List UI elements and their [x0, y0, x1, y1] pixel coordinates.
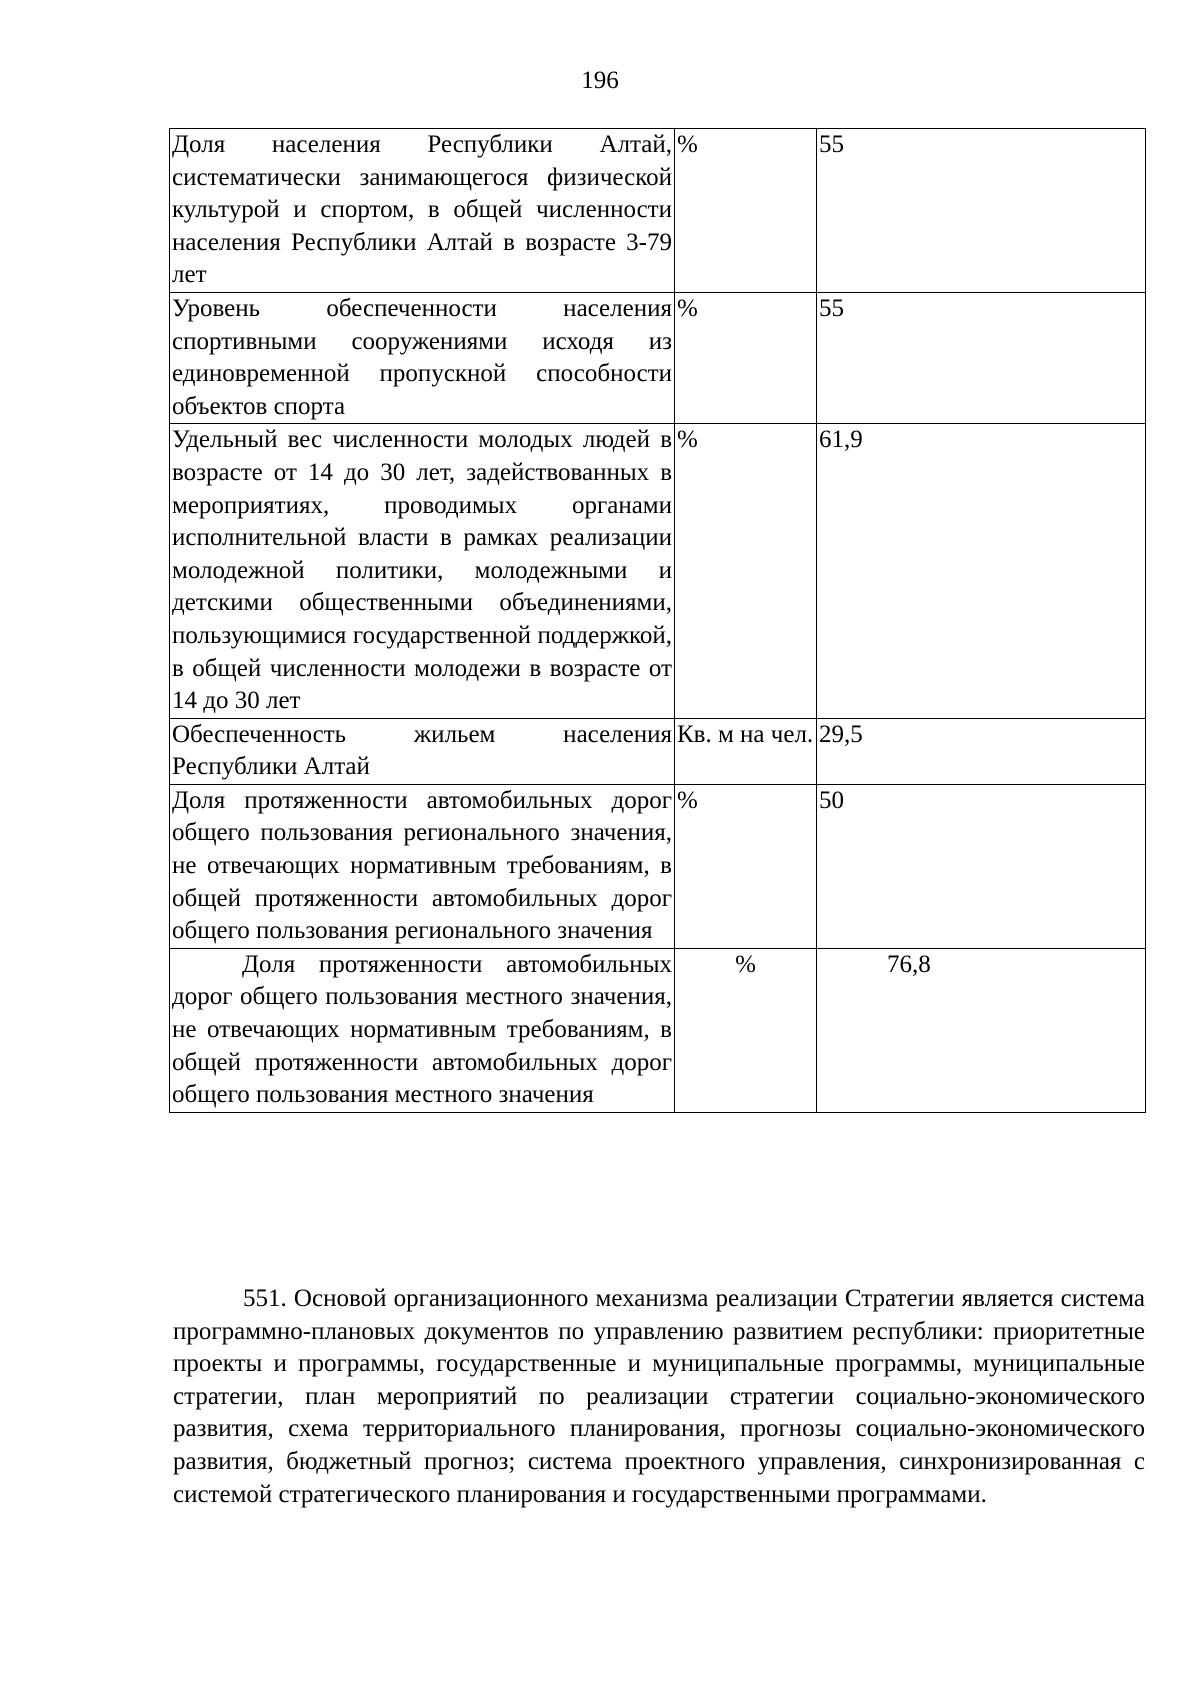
page-number: 196 [581, 67, 619, 94]
indicator-name-cell: Доля населения Республики Алтай, систематически занимающегося физической культурой и спортом, в общей численности населения Республики Алтай в возрасте 3-79 лет [170, 129, 675, 293]
value-cell: 29,5 [817, 718, 1146, 784]
table-row [170, 424, 1146, 718]
value-cell: 50 [817, 784, 1146, 948]
unit-cell: % [675, 129, 817, 293]
table-row [170, 292, 1146, 423]
indicator-name-cell: Доля протяженности автомобильных дорог общего пользования местного значения, не отвечающих нормативным требованиям, в общей протяженности автомобильных дорог общего пользования местного значения [170, 948, 675, 1112]
indicator-name-cell: Доля протяженности автомобильных дорог общего пользования регионального значения, не отвечающих нормативным требованиям, в общей протяженности автомобильных дорог общего пользования регионального значения [170, 784, 675, 948]
indicators-table [169, 128, 1146, 1113]
table-row [170, 784, 1146, 948]
unit-cell: % [675, 784, 817, 948]
value-cell: 76,8 [817, 948, 1146, 1112]
unit-cell: Кв. м на чел. [675, 718, 817, 784]
indicator-name-cell: Уровень обеспеченности населения спортивными сооружениями исходя из единовременной пропускной способности объектов спорта [170, 292, 675, 423]
value-cell: 61,9 [817, 424, 1146, 718]
unit-cell: % [675, 424, 817, 718]
body-paragraph: 551. Основой организационного механизма реализации Стратегии является система программно-плановых документов по управлению развитием республики: приоритетные проекты и программы, государственные и муниципальные программы, муниципальные стратегии, план мероприятий по реализации стратегии социально-экономического развития, схема территориального планирования, прогнозы социально-экономического развития, бюджетный прогноз; система проектного управления, синхронизированная с системой стратегического планирования и государственными программами. [173, 1285, 1145, 1508]
table-row [170, 129, 1146, 293]
indicator-name-cell: Удельный вес численности молодых людей в возрасте от 14 до 30 лет, задействованных в мероприятиях, проводимых органами исполнительной власти в рамках реализации молодежной политики, молодежными и детскими общественными объединениями, пользующимися государственной поддержкой, в общей численности молодежи в возрасте от 14 до 30 лет [170, 424, 675, 718]
unit-cell: % [675, 948, 817, 1112]
unit-cell: % [675, 292, 817, 423]
indicator-name-cell: Обеспеченность жильем населения Республики Алтай [170, 718, 675, 784]
table-row [170, 948, 1146, 1112]
table-row [170, 718, 1146, 784]
value-cell: 55 [817, 292, 1146, 423]
value-cell: 55 [817, 129, 1146, 293]
